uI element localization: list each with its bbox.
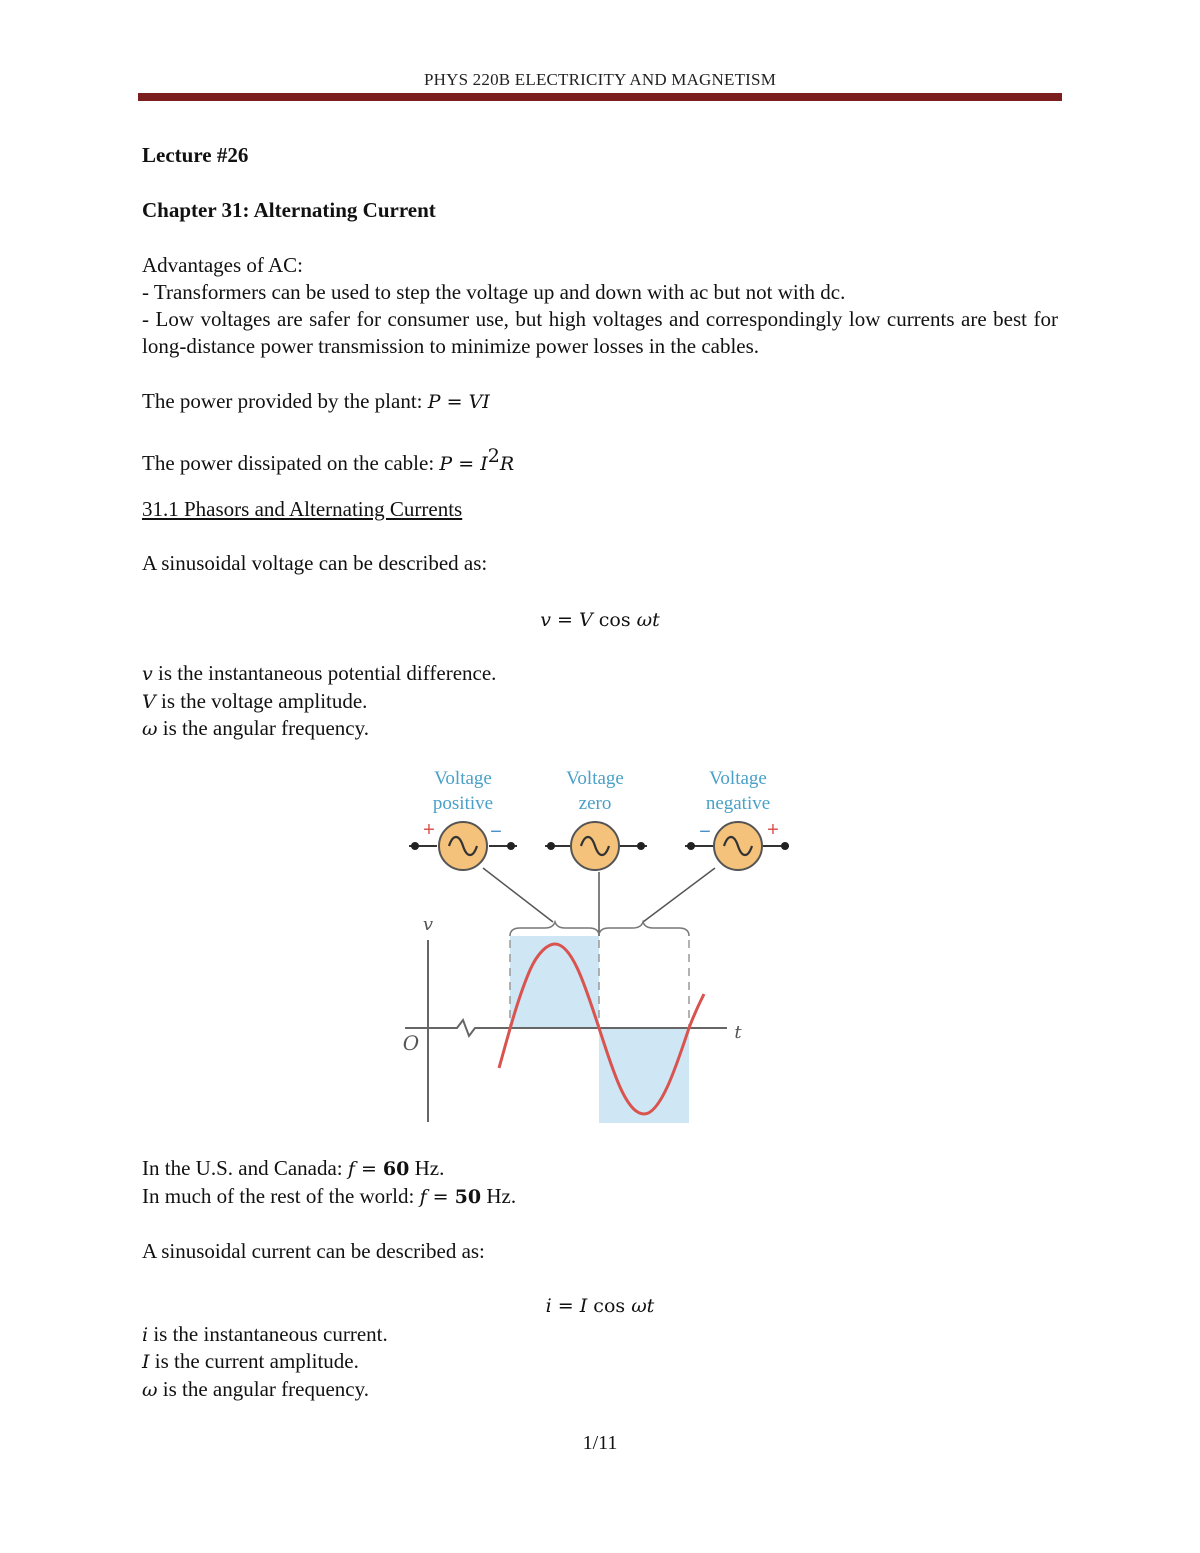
frequency-us xyxy=(142,1155,444,1182)
power-plant-eq-rhs: VI xyxy=(468,391,490,413)
power-cable-eq-base: I xyxy=(480,453,488,475)
current-def-1-sym: i xyxy=(142,1324,149,1346)
label-positive-line1: Voltage xyxy=(434,768,492,789)
voltage-intro: A sinusoidal voltage can be described as: xyxy=(142,551,488,575)
plus-sign: + xyxy=(767,819,779,841)
connector-positive xyxy=(483,868,553,922)
voltage-eq-cos: cos xyxy=(592,609,637,631)
frequency-us-sym: f xyxy=(347,1158,355,1180)
current-def-2 xyxy=(142,1348,359,1375)
minus-sign: − xyxy=(490,821,502,843)
ac-voltage-figure xyxy=(395,760,805,1135)
minus-sign: − xyxy=(699,821,711,843)
current-eq-lhs: i xyxy=(545,1295,552,1317)
brace-positive xyxy=(510,922,599,936)
frequency-world-sym: f xyxy=(419,1186,427,1208)
voltage-eq-op: = xyxy=(550,609,579,631)
current-def-3-text: is the angular frequency. xyxy=(157,1377,369,1401)
current-def-3 xyxy=(142,1376,369,1403)
chapter-title: Chapter 31: Alternating Current xyxy=(142,198,436,222)
brace-negative xyxy=(599,922,689,936)
voltage-def-2-text: is the voltage amplitude. xyxy=(155,689,368,713)
axis-v-label: v xyxy=(422,914,434,935)
current-eq-op: = xyxy=(551,1295,580,1317)
lecture-title: Lecture #26 xyxy=(142,143,249,167)
current-eq-arg: ωt xyxy=(631,1295,655,1317)
frequency-world-text: In much of the rest of the world: xyxy=(142,1184,420,1208)
frequency-world-op: = xyxy=(426,1186,455,1208)
frequency-world-unit: Hz. xyxy=(481,1184,517,1208)
power-plant-text: The power provided by the plant: xyxy=(142,389,428,413)
negative-half-shade xyxy=(599,1028,689,1123)
origin-label: O xyxy=(402,1031,420,1055)
connector-negative xyxy=(643,868,715,922)
current-equation xyxy=(0,1292,1200,1319)
voltage-def-1 xyxy=(142,660,496,687)
header-rule xyxy=(138,93,1062,101)
voltage-def-2 xyxy=(142,688,367,715)
current-def-2-sym: I xyxy=(142,1351,150,1373)
frequency-us-op: = xyxy=(354,1158,383,1180)
power-plant-eq-op: = xyxy=(440,391,469,413)
label-zero-line1: Voltage xyxy=(566,768,624,789)
power-cable-line xyxy=(142,443,514,477)
ac-source-positive xyxy=(409,819,517,870)
label-zero-line2: zero xyxy=(578,793,612,814)
frequency-us-text: In the U.S. and Canada: xyxy=(142,1156,348,1180)
current-def-1-text: is the instantaneous current. xyxy=(148,1322,388,1346)
power-cable-eq-op: = xyxy=(452,453,481,475)
voltage-eq-lhs: v xyxy=(540,609,551,631)
frequency-world xyxy=(142,1183,516,1210)
power-cable-eq-tail: R xyxy=(499,453,515,475)
voltage-def-3 xyxy=(142,715,369,742)
advantage-item-2: - Low voltages are safer for consumer use, but high voltages and correspondingly low currents are best for long-distance power transmission to minimize power losses in the cables. xyxy=(142,307,1058,358)
current-def-1 xyxy=(142,1321,388,1348)
power-cable-text: The power dissipated on the cable: xyxy=(142,451,440,475)
voltage-eq-amp: V xyxy=(578,609,593,631)
voltage-def-2-sym: V xyxy=(142,691,156,713)
axis-t-label: t xyxy=(734,1022,742,1043)
frequency-world-val: 50 xyxy=(454,1186,482,1208)
current-def-2-text: is the current amplitude. xyxy=(149,1349,359,1373)
power-plant-eq-lhs: P xyxy=(427,391,441,413)
section-title: 31.1 Phasors and Alternating Currents xyxy=(142,497,463,521)
current-def-3-sym: ω xyxy=(142,1379,158,1401)
power-plant-line xyxy=(142,388,490,415)
voltage-eq-arg: ωt xyxy=(636,609,660,631)
positive-half-shade xyxy=(510,936,599,1028)
voltage-def-3-sym: ω xyxy=(142,718,158,740)
ac-source-negative xyxy=(685,819,789,870)
voltage-def-3-text: is the angular frequency. xyxy=(157,716,369,740)
current-eq-cos: cos xyxy=(587,1295,632,1317)
current-intro: A sinusoidal current can be described as: xyxy=(142,1239,485,1263)
plus-sign: + xyxy=(423,819,435,841)
label-positive-line2: positive xyxy=(432,793,494,814)
label-negative-line1: Voltage xyxy=(709,768,767,789)
voltage-def-1-text: is the instantaneous potential difference. xyxy=(152,661,497,685)
power-cable-eq-exp: 2 xyxy=(487,445,500,467)
frequency-us-val: 60 xyxy=(382,1158,410,1180)
ac-source-zero xyxy=(545,822,647,870)
advantage-item-1: - Transformers can be used to step the voltage up and down with ac but not with dc. xyxy=(142,280,846,304)
current-eq-amp: I xyxy=(579,1295,588,1317)
advantages-heading: Advantages of AC: xyxy=(142,253,303,277)
label-negative-line2: negative xyxy=(705,793,771,814)
power-cable-eq-lhs: P xyxy=(439,453,453,475)
voltage-def-1-sym: v xyxy=(142,663,153,685)
page-header: PHYS 220B ELECTRICITY AND MAGNETISM xyxy=(423,70,777,89)
page-number: 1/11 xyxy=(582,1432,618,1454)
voltage-equation xyxy=(0,606,1200,633)
frequency-us-unit: Hz. xyxy=(409,1156,445,1180)
